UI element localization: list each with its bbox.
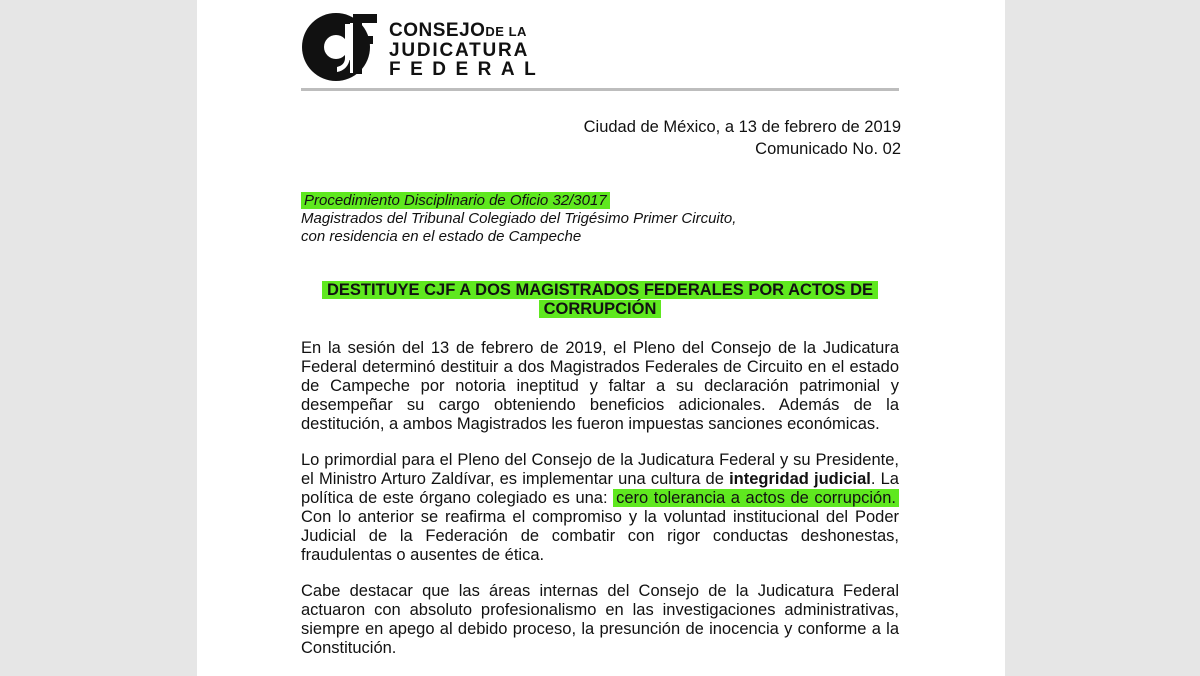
logo-line3: FEDERAL xyxy=(389,59,546,80)
paragraph-2-part-c: Con lo anterior se reafirma el compromiso y la voluntad institucional del Poder Judicial de la Federación de combatir con rigor conductas deshonestas, fraudulentas o ausentes de ética. xyxy=(301,508,899,564)
paragraph-2-part-a: Lo primordial para el Pleno del Consejo de la Judicatura Federal y su Presidente, el Ministro Arturo Zaldívar, es implementar una cultura de xyxy=(301,451,899,488)
logo-line1-small: DE LA xyxy=(485,24,527,39)
procedure-line3: con residencia en el estado de Campeche xyxy=(301,228,582,245)
header-divider xyxy=(301,88,899,91)
zero-tolerance-highlight: cero tolerancia a actos de corrupción. xyxy=(613,489,899,507)
communique-number: Comunicado No. 02 xyxy=(755,140,901,158)
paragraph-2 xyxy=(301,451,899,565)
document-page xyxy=(197,0,1005,676)
headline-line2: CORRUPCIÓN xyxy=(539,300,662,318)
paragraph-3: Cabe destacar que las áreas internas del Consejo de la Judicatura Federal actuaron con absoluto profesionalismo en las investigaciones administrativas, siempre en apego al debido proceso, la presunción de inocencia y conforme a la Constitución. xyxy=(301,582,899,657)
procedure-block xyxy=(301,192,736,246)
integrity-emphasis: integridad judicial xyxy=(729,470,871,488)
procedure-title: Procedimiento Disciplinario de Oficio 32/3017 xyxy=(301,192,610,209)
headline-line1: DESTITUYE CJF A DOS MAGISTRADOS FEDERALES POR ACTOS DE xyxy=(322,281,878,299)
place-date: Ciudad de México, a 13 de febrero de 2019 xyxy=(583,118,901,136)
cjf-logo xyxy=(301,12,546,84)
logo-line1-main: CONSEJO xyxy=(389,20,486,41)
procedure-line2: Magistrados del Tribunal Colegiado del Trigésimo Primer Circuito, xyxy=(301,210,737,227)
logo-wordmark xyxy=(389,21,545,79)
headline xyxy=(301,281,899,319)
dateline xyxy=(584,116,901,160)
cjf-logo-mark xyxy=(301,12,379,82)
logo-line2: JUDICATURA xyxy=(389,40,530,61)
paragraph-2-part-b: . La política de este órgano colegiado es una: xyxy=(301,470,899,507)
paragraph-1: En la sesión del 13 de febrero de 2019, el Pleno del Consejo de la Judicatura Federal determinó destituir a dos Magistrados Federales de Circuito en el estado de Campeche por notoria ineptitud y faltar a su declaración patrimonial y desempeñar su cargo obteniendo beneficios adicionales. Además de la destitución, a ambos Magistrados les fueron impuestas sanciones económicas. xyxy=(301,339,899,433)
